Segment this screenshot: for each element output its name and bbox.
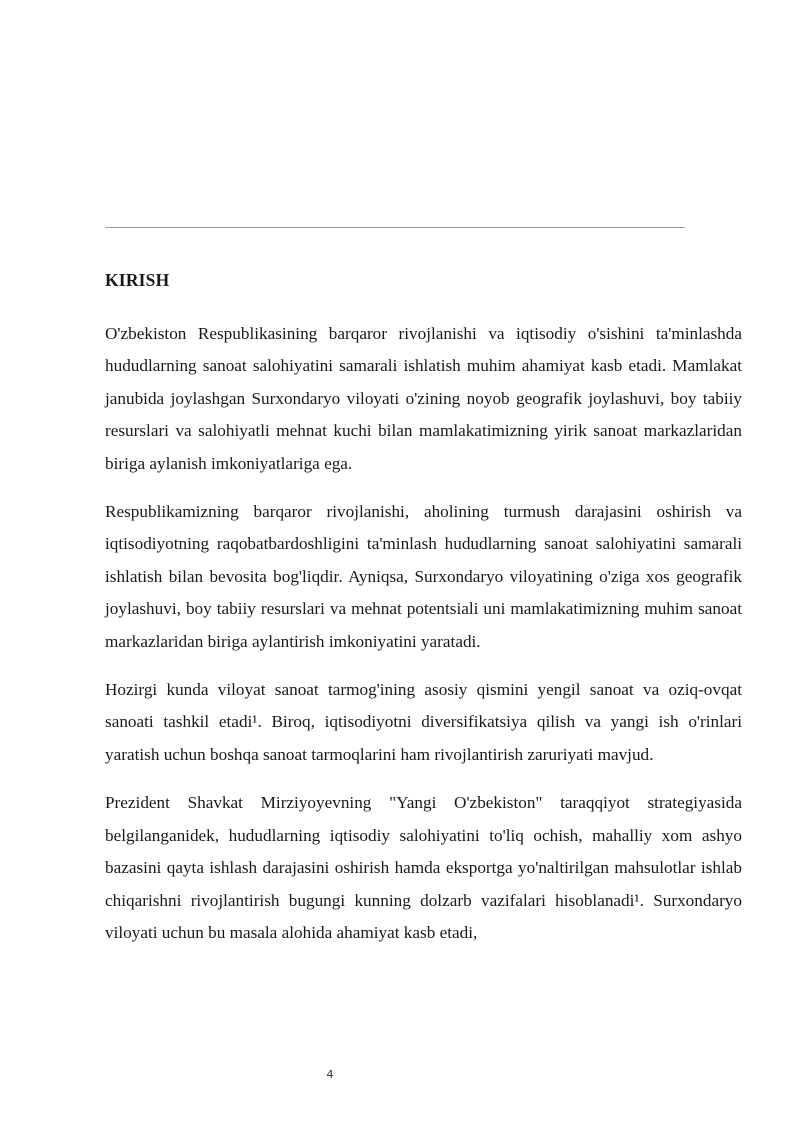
paragraph-3: Hozirgi kunda viloyat sanoat tarmog'ining asosiy qismini yengil sanoat va oziq-ovqat sanoati tashkil etadi¹. Biroq, iqtisodiyotni diversifikatsiya qilish va yangi ish o'rinlari yaratish uchun boshqa sanoat tarmoqlarini ham rivojlantirish zaruriyati mavjud. xyxy=(105,680,742,764)
header-rule xyxy=(105,227,685,228)
paragraph-2: Respublikamizning barqaror rivojlanishi, aholining turmush darajasini oshirish va iqtisodiyotning raqobatbardoshligini ta'minlash hududlarning sanoat salohiyatini samarali ishlatish bilan bevosita bog'liqdir. Ayniqsa, Surxondaryo viloyatining o'ziga xos geografik joylashuvi, boy tabiiy resurslari va mehnat potentsiali uni mamlakatimizning muhim sanoat markazlaridan biriga aylantirish imkoniyatini yaratadi. xyxy=(105,502,742,651)
paragraph-4: Prezident Shavkat Mirziyoyevning "Yangi O'zbekiston" taraqqiyot strategiyasida belgilanganidek, hududlarning iqtisodiy salohiyatini to'liq ochish, mahalliy xom ashyo bazasini qayta ishlash darajasini oshirish hamda eksportga yo'naltirilgan mahsulotlar ishlab chiqarishni rivojlantirish bugungi kunning dolzarb vazifalari hisoblanadi¹. Surxondaryo viloyati uchun bu masala alohida ahamiyat kasb etadi, xyxy=(105,793,742,942)
document-body xyxy=(105,318,742,965)
section-heading: KIRISH xyxy=(105,270,170,290)
paragraph-1: O'zbekiston Respublikasining barqaror rivojlanishi va iqtisodiy o'sishini ta'minlashda hududlarning sanoat salohiyatini samarali ishlatish muhim ahamiyat kasb etadi. Mamlakat janubida joylashgan Surxondaryo viloyati o'zining noyob geografik joylashuvi, boy tabiiy resurslari va salohiyatli mehnat kuchi bilan mamlakatimizning yirik sanoat markazlaridan biriga aylanish imkoniyatlariga ega. xyxy=(105,324,742,473)
page-number: 4 xyxy=(326,1068,334,1081)
